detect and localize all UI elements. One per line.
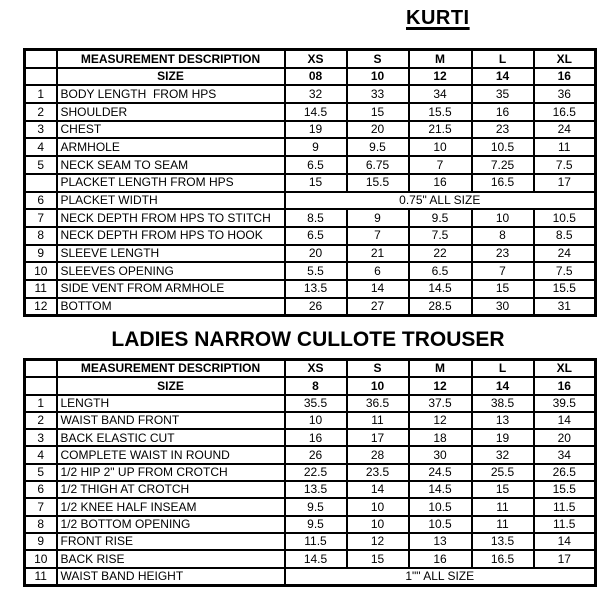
kurti-measurement-table (23, 48, 597, 317)
value-cell: 35.5 (285, 395, 347, 412)
value-cell: 10.5 (409, 516, 472, 533)
value-cell: 17 (347, 429, 409, 446)
value-cell: 10.5 (409, 498, 472, 515)
value-cell: 15 (347, 103, 409, 121)
row-number-cell: 2 (25, 412, 57, 429)
kurti-table-container (23, 48, 597, 317)
value-cell: 16 (409, 174, 472, 192)
value-cell: 8.5 (285, 209, 347, 227)
value-cell: 9.5 (347, 138, 409, 156)
value-cell: 7 (347, 227, 409, 245)
value-cell: 33 (347, 85, 409, 103)
size-header-cell: XL (534, 360, 596, 378)
value-cell: 16 (472, 103, 534, 121)
value-cell: 13 (409, 533, 472, 550)
value-cell: 14.5 (285, 550, 347, 567)
table-row (25, 298, 596, 316)
size-value-cell: 16 (534, 68, 596, 86)
size-header-cell: XS (285, 50, 347, 68)
trouser-measurement-table (23, 358, 597, 587)
value-cell: 7.5 (409, 227, 472, 245)
description-cell: PLACKET WIDTH (57, 192, 285, 210)
value-cell: 20 (534, 429, 596, 446)
value-cell: 9.5 (285, 498, 347, 515)
value-cell: 31 (534, 298, 596, 316)
description-cell: NECK DEPTH FROM HPS TO HOOK (57, 227, 285, 245)
size-header-cell: XS (285, 360, 347, 378)
row-number-cell: 2 (25, 103, 57, 121)
merged-value-cell: 0.75" ALL SIZE (285, 192, 596, 210)
description-cell: BODY LENGTH FROM HPS (57, 85, 285, 103)
size-row (25, 377, 596, 394)
value-cell: 16.5 (534, 103, 596, 121)
value-cell: 22.5 (285, 464, 347, 481)
size-label-cell: SIZE (57, 377, 285, 394)
value-cell: 15.5 (534, 280, 596, 298)
value-cell: 24.5 (409, 464, 472, 481)
description-cell: BOTTOM (57, 298, 285, 316)
value-cell: 23 (472, 121, 534, 139)
table-row (25, 498, 596, 515)
value-cell: 12 (347, 533, 409, 550)
value-cell: 16 (285, 429, 347, 446)
description-header-cell: MEASUREMENT DESCRIPTION (57, 50, 285, 68)
value-cell: 21 (347, 245, 409, 263)
value-cell: 11.5 (534, 516, 596, 533)
row-number-cell: 1 (25, 395, 57, 412)
value-cell: 36.5 (347, 395, 409, 412)
size-value-cell: 14 (472, 68, 534, 86)
size-value-cell: 10 (347, 68, 409, 86)
value-cell: 38.5 (472, 395, 534, 412)
row-number-cell (25, 377, 57, 394)
value-cell: 30 (409, 446, 472, 463)
value-cell: 6.5 (285, 227, 347, 245)
value-cell: 6.5 (409, 262, 472, 280)
value-cell: 26 (285, 446, 347, 463)
description-cell: 1/2 THIGH AT CROTCH (57, 481, 285, 498)
table-row (25, 516, 596, 533)
table-row (25, 156, 596, 174)
value-cell: 9 (285, 138, 347, 156)
description-cell: SIDE VENT FROM ARMHOLE (57, 280, 285, 298)
value-cell: 6.5 (285, 156, 347, 174)
description-cell: SLEEVE LENGTH (57, 245, 285, 263)
value-cell: 32 (285, 85, 347, 103)
value-cell: 9.5 (285, 516, 347, 533)
value-cell: 9 (347, 209, 409, 227)
value-cell: 15.5 (534, 481, 596, 498)
row-number-cell: 9 (25, 245, 57, 263)
row-number-cell: 5 (25, 464, 57, 481)
value-cell: 24 (534, 245, 596, 263)
value-cell: 15 (347, 550, 409, 567)
value-cell: 34 (409, 85, 472, 103)
table-row (25, 464, 596, 481)
value-cell: 39.5 (534, 395, 596, 412)
row-number-cell: 8 (25, 227, 57, 245)
value-cell: 18 (409, 429, 472, 446)
row-number-cell: 1 (25, 85, 57, 103)
value-cell: 8 (472, 227, 534, 245)
table-row (25, 262, 596, 280)
value-cell: 14.5 (409, 280, 472, 298)
value-cell: 7.25 (472, 156, 534, 174)
table-row (25, 209, 596, 227)
description-cell: CHEST (57, 121, 285, 139)
description-cell: PLACKET LENGTH FROM HPS (57, 174, 285, 192)
description-cell: BACK RISE (57, 550, 285, 567)
description-cell: NECK DEPTH FROM HPS TO STITCH (57, 209, 285, 227)
value-cell: 15 (285, 174, 347, 192)
value-cell: 14 (347, 481, 409, 498)
row-number-cell: 12 (25, 298, 57, 316)
value-cell: 13.5 (285, 481, 347, 498)
table-row (25, 429, 596, 446)
table-row (25, 227, 596, 245)
row-number-cell: 4 (25, 446, 57, 463)
size-value-cell: 12 (409, 377, 472, 394)
value-cell: 36 (534, 85, 596, 103)
description-cell: 1/2 HIP 2" UP FROM CROTCH (57, 464, 285, 481)
size-value-cell: 10 (347, 377, 409, 394)
value-cell: 14 (347, 280, 409, 298)
size-value-cell: 16 (534, 377, 596, 394)
value-cell: 24 (534, 121, 596, 139)
value-cell: 10.5 (472, 138, 534, 156)
table-row (25, 174, 596, 192)
table-row (25, 446, 596, 463)
size-value-cell: 8 (285, 377, 347, 394)
table-row (25, 395, 596, 412)
value-cell: 25.5 (472, 464, 534, 481)
description-cell: ARMHOLE (57, 138, 285, 156)
value-cell: 19 (472, 429, 534, 446)
row-number-cell: 3 (25, 121, 57, 139)
description-cell: SLEEVES OPENING (57, 262, 285, 280)
row-number-cell: 6 (25, 481, 57, 498)
value-cell: 11.5 (534, 498, 596, 515)
value-cell: 17 (534, 550, 596, 567)
row-number-cell: 11 (25, 568, 57, 586)
value-cell: 32 (472, 446, 534, 463)
value-cell: 35 (472, 85, 534, 103)
value-cell: 16.5 (472, 550, 534, 567)
row-number-cell: 7 (25, 209, 57, 227)
description-cell: LENGTH (57, 395, 285, 412)
description-cell: 1/2 KNEE HALF INSEAM (57, 498, 285, 515)
value-cell: 10 (472, 209, 534, 227)
value-cell: 23.5 (347, 464, 409, 481)
table-row (25, 568, 596, 586)
value-cell: 13.5 (285, 280, 347, 298)
table-row (25, 280, 596, 298)
size-header-cell: L (472, 50, 534, 68)
value-cell: 21.5 (409, 121, 472, 139)
value-cell: 28 (347, 446, 409, 463)
table-row (25, 533, 596, 550)
description-cell: 1/2 BOTTOM OPENING (57, 516, 285, 533)
value-cell: 14 (534, 412, 596, 429)
value-cell: 14 (534, 533, 596, 550)
value-cell: 23 (472, 245, 534, 263)
value-cell: 20 (347, 121, 409, 139)
description-header-cell: MEASUREMENT DESCRIPTION (57, 360, 285, 378)
value-cell: 13.5 (472, 533, 534, 550)
row-number-cell (25, 174, 57, 192)
size-row (25, 68, 596, 86)
kurti-table-title: KURTI (406, 7, 470, 29)
size-header-cell: L (472, 360, 534, 378)
value-cell: 16.5 (472, 174, 534, 192)
value-cell: 22 (409, 245, 472, 263)
size-header-cell: XL (534, 50, 596, 68)
value-cell: 16 (409, 550, 472, 567)
value-cell: 10 (347, 516, 409, 533)
table-row (25, 412, 596, 429)
description-cell: NECK SEAM TO SEAM (57, 156, 285, 174)
table-row (25, 138, 596, 156)
value-cell: 6.75 (347, 156, 409, 174)
value-cell: 26 (285, 298, 347, 316)
row-number-cell (25, 360, 57, 378)
value-cell: 7.5 (534, 156, 596, 174)
value-cell: 11 (472, 516, 534, 533)
row-number-cell: 10 (25, 262, 57, 280)
value-cell: 6 (347, 262, 409, 280)
size-header-cell: S (347, 360, 409, 378)
row-number-cell: 11 (25, 280, 57, 298)
value-cell: 11.5 (285, 533, 347, 550)
value-cell: 11 (534, 138, 596, 156)
value-cell: 14.5 (409, 481, 472, 498)
table-row (25, 481, 596, 498)
value-cell: 11 (472, 498, 534, 515)
value-cell: 8.5 (534, 227, 596, 245)
value-cell: 10 (285, 412, 347, 429)
value-cell: 37.5 (409, 395, 472, 412)
value-cell: 11 (347, 412, 409, 429)
value-cell: 7 (472, 262, 534, 280)
value-cell: 10 (347, 498, 409, 515)
size-label-cell: SIZE (57, 68, 285, 86)
row-number-cell (25, 50, 57, 68)
description-cell: SHOULDER (57, 103, 285, 121)
description-cell: WAIST BAND FRONT (57, 412, 285, 429)
table-row (25, 103, 596, 121)
description-cell: COMPLETE WAIST IN ROUND (57, 446, 285, 463)
value-cell: 30 (472, 298, 534, 316)
table-row (25, 85, 596, 103)
header-row (25, 360, 596, 378)
value-cell: 20 (285, 245, 347, 263)
value-cell: 26.5 (534, 464, 596, 481)
row-number-cell (25, 68, 57, 86)
value-cell: 19 (285, 121, 347, 139)
value-cell: 12 (409, 412, 472, 429)
size-header-cell: S (347, 50, 409, 68)
description-cell: BACK ELASTIC CUT (57, 429, 285, 446)
table-row (25, 121, 596, 139)
description-cell: FRONT RISE (57, 533, 285, 550)
value-cell: 7.5 (534, 262, 596, 280)
value-cell: 15.5 (409, 103, 472, 121)
value-cell: 28.5 (409, 298, 472, 316)
row-number-cell: 10 (25, 550, 57, 567)
header-row (25, 50, 596, 68)
row-number-cell: 9 (25, 533, 57, 550)
row-number-cell: 6 (25, 192, 57, 210)
value-cell: 14.5 (285, 103, 347, 121)
value-cell: 10.5 (534, 209, 596, 227)
value-cell: 10 (409, 138, 472, 156)
size-value-cell: 12 (409, 68, 472, 86)
trouser-table-container (23, 358, 597, 587)
size-value-cell: 08 (285, 68, 347, 86)
value-cell: 7 (409, 156, 472, 174)
row-number-cell: 5 (25, 156, 57, 174)
size-header-cell: M (409, 50, 472, 68)
row-number-cell: 3 (25, 429, 57, 446)
trouser-table-title: LADIES NARROW CULLOTE TROUSER (111, 328, 505, 351)
merged-value-cell: 1"" ALL SIZE (285, 568, 596, 586)
description-cell: WAIST BAND HEIGHT (57, 568, 285, 586)
table-row (25, 192, 596, 210)
row-number-cell: 8 (25, 516, 57, 533)
value-cell: 34 (534, 446, 596, 463)
table-row (25, 550, 596, 567)
size-header-cell: M (409, 360, 472, 378)
value-cell: 15 (472, 280, 534, 298)
size-value-cell: 14 (472, 377, 534, 394)
table-row (25, 245, 596, 263)
value-cell: 5.5 (285, 262, 347, 280)
value-cell: 27 (347, 298, 409, 316)
row-number-cell: 4 (25, 138, 57, 156)
value-cell: 15.5 (347, 174, 409, 192)
value-cell: 15 (472, 481, 534, 498)
row-number-cell: 7 (25, 498, 57, 515)
value-cell: 13 (472, 412, 534, 429)
value-cell: 17 (534, 174, 596, 192)
value-cell: 9.5 (409, 209, 472, 227)
